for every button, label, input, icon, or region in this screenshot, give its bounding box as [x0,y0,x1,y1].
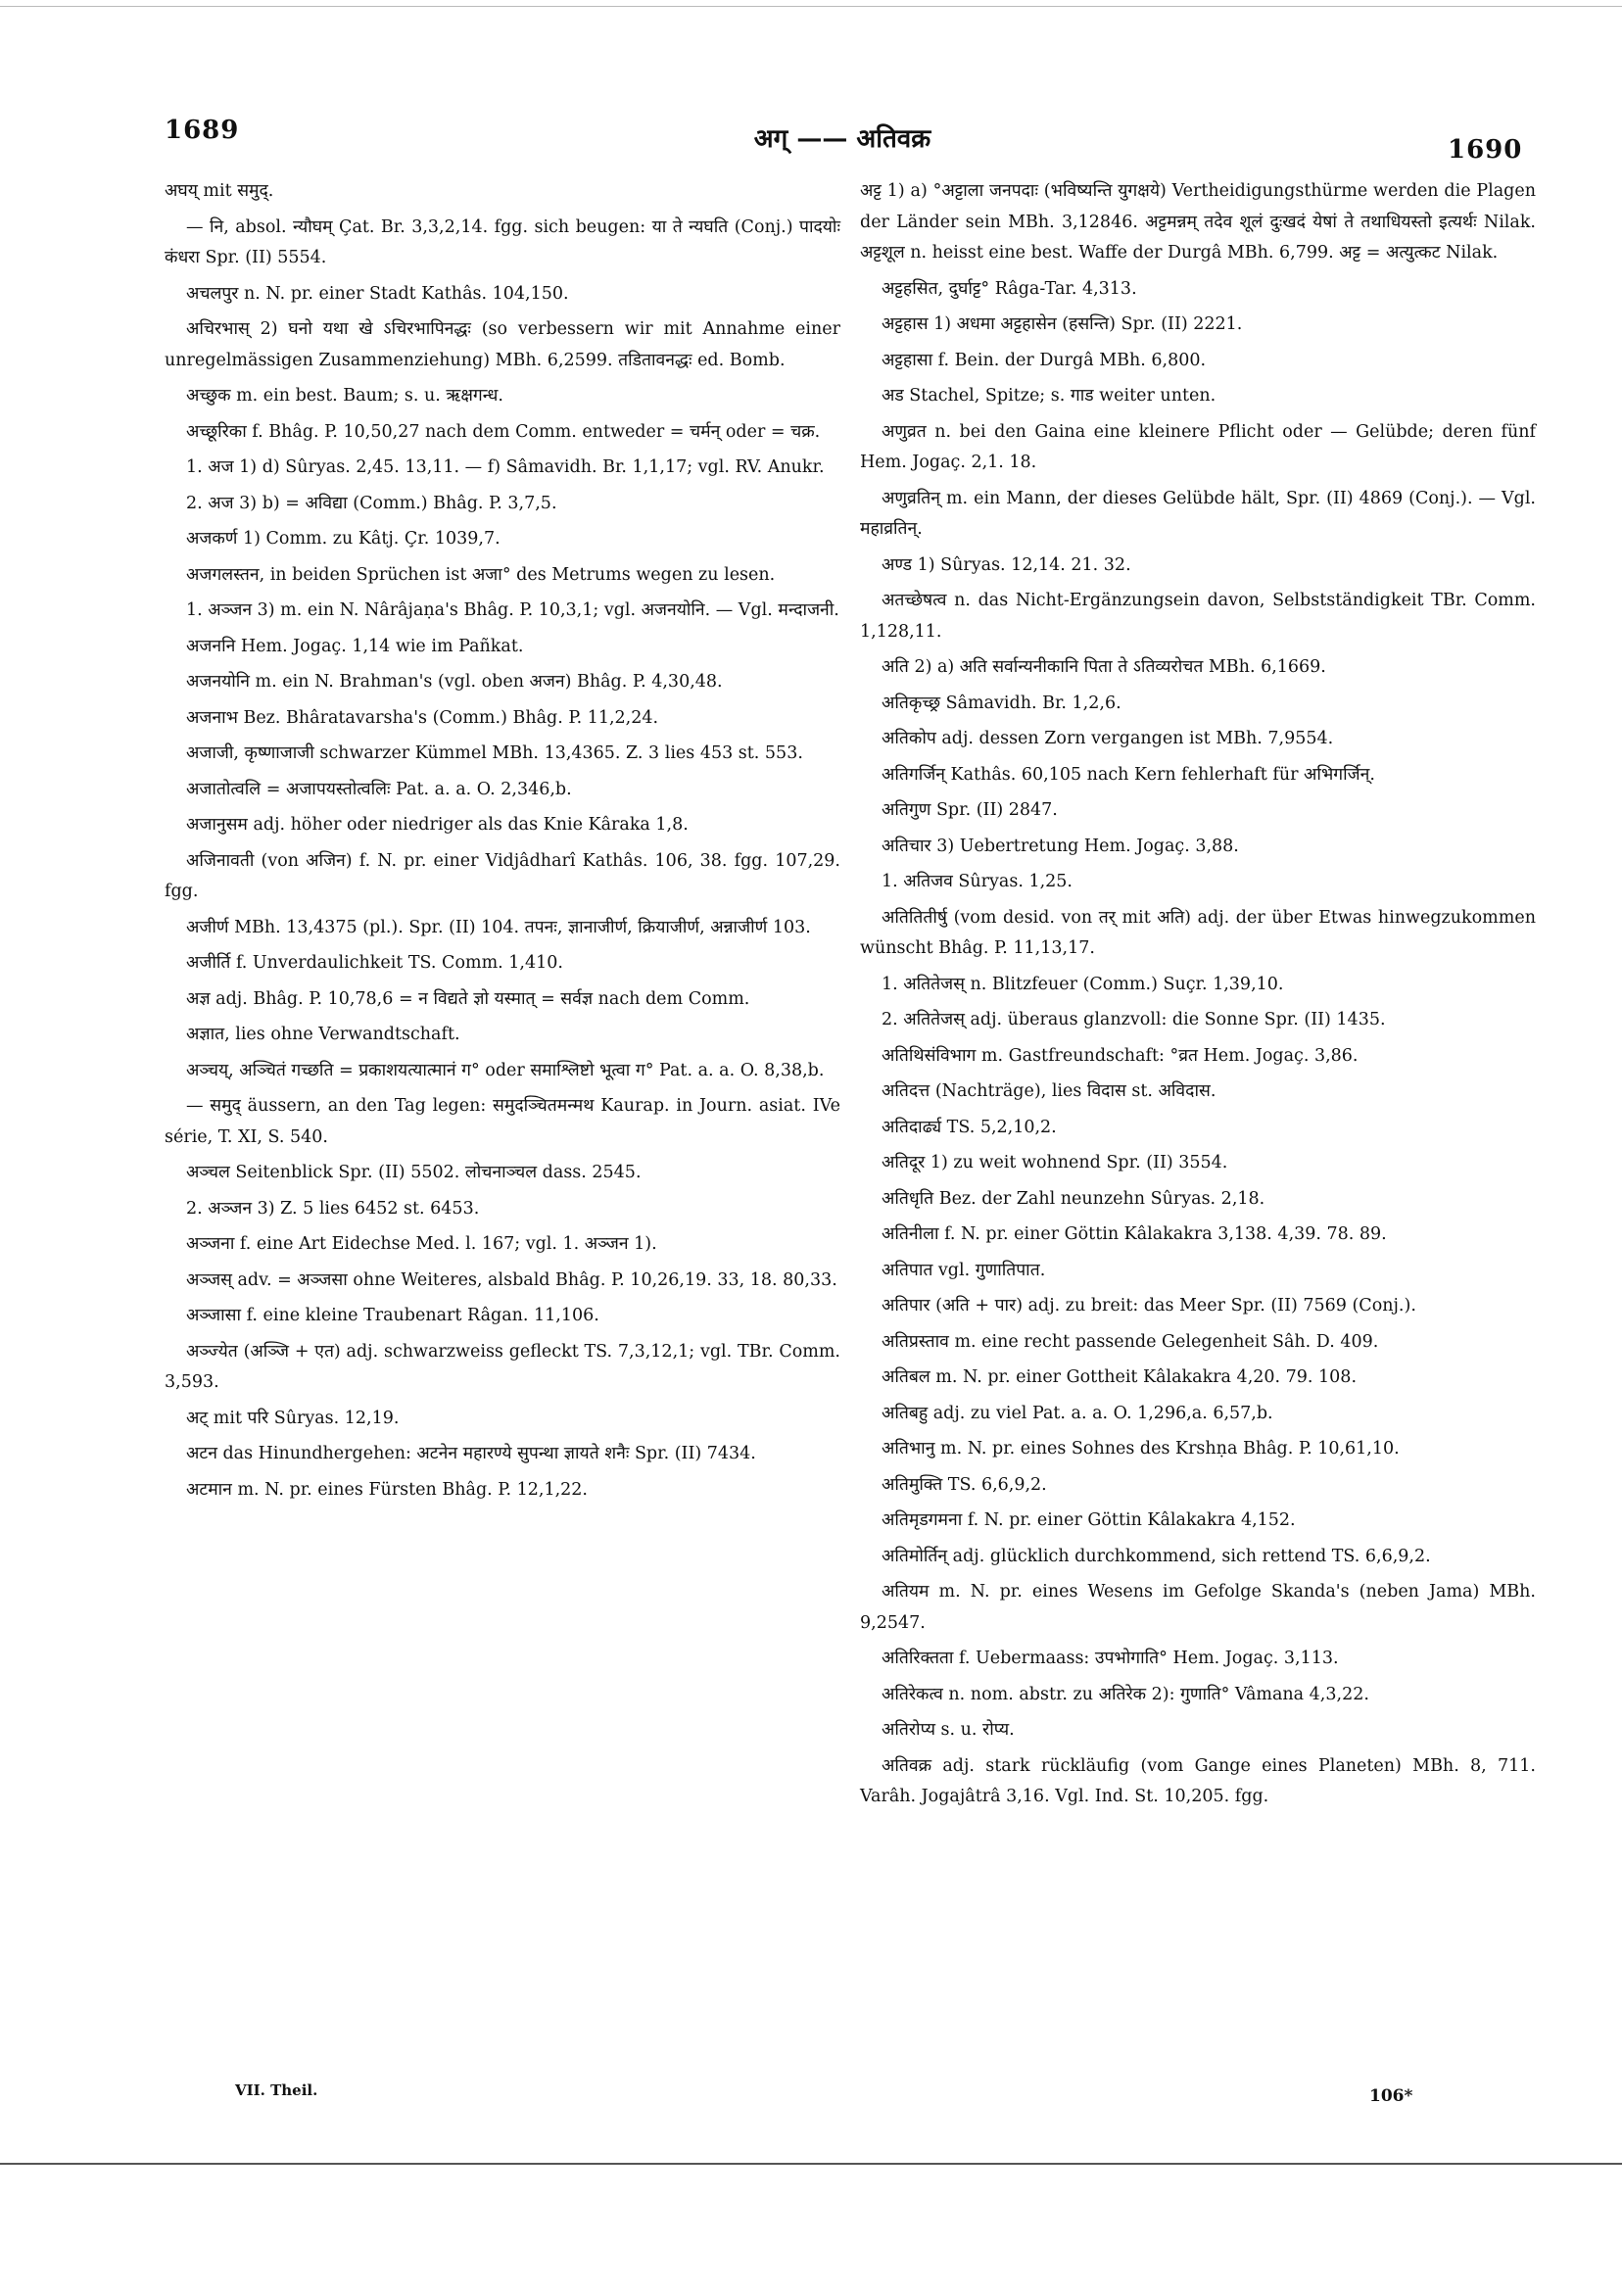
right-column [860,176,1536,1818]
dictionary-entry: अतिभानु m. N. pr. eines Sohnes des Krshṇa Bhâg. P. 10,61,10. [882,1439,1400,1459]
dictionary-entry: अटमान m. N. pr. eines Fürsten Bhâg. P. 12,1,22. [186,1479,588,1500]
dictionary-entry: अजनयोनि m. ein N. Brahman's (vgl. oben अजन) Bhâg. P. 4,30,48. [186,672,723,692]
dictionary-entry: अटन das Hinundhergehen: अटनेन महारण्ये सुपन्था ज्ञायते शनैः Spr. (II) 7434. [186,1444,756,1463]
dictionary-entry: अञ्जना f. eine Art Eidechse Med. l. 167; vgl. 1. अञ्जन 1). [186,1234,657,1254]
dictionary-entry: 2. अज 3) b) = अविद्या (Comm.) Bhâg. P. 3,7,5. [186,493,557,513]
dictionary-entry: अट्ट 1) a) °अट्टाला जनपदाः (भविष्यन्ति युगक्षये) Vertheidigungsthürme werden die Plagen der Länder sein MBh. 3,12846. अट्टमन्नम् तदेव शूलं दुःखदं येषां ते तथाधियस्तो इत्यर्थः Nilak. अट्टशूल n. heisst eine best. Waffe der Durgâ MBh. 6,799. अट्ट = अत्युत्कट Nilak. [860,181,1536,263]
dictionary-entry: अजनाभ Bez. Bhâratavarsha's (Comm.) Bhâg. P. 11,2,24. [186,707,659,728]
dictionary-entry: अजिनावती (von अजिन) f. N. pr. einer Vidjâdharî Kathâs. 106, 38. fgg. 107,29. fgg. [165,850,840,901]
dictionary-entry: अजीर्ति f. Unverdaulichkeit TS. Comm. 1,410. [186,953,563,973]
dictionary-entry: अञ्जासा f. eine kleine Traubenart Râgan. 11,106. [186,1306,599,1325]
dictionary-entry: अतिबल m. N. pr. einer Gottheit Kâlakakra 4,20. 79. 108. [882,1367,1358,1387]
dictionary-entry: अजगलस्तन, in beiden Sprüchen ist अजा° des Metrums wegen zu lesen. [186,564,776,585]
dictionary-entry: अतिदार्ढ्य TS. 5,2,10,2. [882,1117,1057,1137]
dictionary-entry: अण्ड 1) Sûryas. 12,14. 21. 32. [882,554,1131,575]
dictionary-entry: — समुद् äussern, an den Tag legen: समुदञ्चितमन्मथ Kaurap. in Journ. asiat. IVe série, T. XI, S. 540. [165,1096,840,1147]
scan-border-bottom [0,2163,1622,2165]
dictionary-entry: अतिदूर 1) zu weit wohnend Spr. (II) 3554. [882,1153,1228,1172]
dictionary-entry: अट् mit परि Sûryas. 12,19. [186,1408,400,1428]
dictionary-entry: 1. अज 1) d) Sûryas. 2,45. 13,11. — f) Sâmavidh. Br. 1,1,17; vgl. RV. Anukr. [186,457,825,477]
left-column [165,176,840,1510]
dictionary-entry: अट्टहसित, दुर्घाट्ट° Râga-Tar. 4,313. [882,278,1137,299]
dictionary-entry: 1. अञ्जन 3) m. ein N. Nârâjaṇa's Bhâg. P. 10,3,1; vgl. अजनयोनि. — Vgl. मन्दाजनी. [186,600,839,620]
dictionary-entry: अच्छुक m. ein best. Baum; s. u. ऋक्षगन्ध. [186,386,503,406]
dictionary-entry: अतिचार 3) Uebertretung Hem. Jogaç. 3,88. [882,836,1239,856]
dictionary-entry: अजकर्ण 1) Comm. zu Kâtj. Çr. 1039,7. [186,529,501,549]
dictionary-entry: अच्छूरिका f. Bhâg. P. 10,50,27 nach dem Comm. entweder = चर्मन् oder = चक्र. [186,421,821,442]
dictionary-entry: — नि, absol. न्यौघम् Çat. Br. 3,3,2,14. fgg. sich beugen: या ते न्यघति (Conj.) पादयोः कंधरा Spr. (II) 5554. [165,216,840,267]
dictionary-entry: अतिरिक्तता f. Uebermaass: उपभोगाति° Hem. Jogaç. 3,113. [882,1649,1339,1668]
dictionary-entry: अतियम m. N. pr. eines Wesens im Gefolge Skanda's (neben Jama) MBh. 9,2547. [860,1582,1536,1633]
dictionary-entry: अञ्जस् adv. = अञ्जसा ohne Weiteres, alsbald Bhâg. P. 10,26,19. 33, 18. 80,33. [186,1269,837,1290]
dictionary-entry: अतिरेकत्व n. nom. abstr. zu अतिरेक 2): गुणाति° Vâmana 4,3,22. [882,1684,1369,1704]
right-page-number: 1690 [1448,135,1523,165]
dictionary-entry: अञ्चय्, अञ्चितं गच्छति = प्रकाशयत्यात्मानं ग° oder समाश्लिष्टो भूत्वा ग° Pat. a. a. O. 8,38,b. [186,1060,825,1080]
dictionary-entry: अजननि Hem. Jogaç. 1,14 wie im Pañkat. [186,636,524,656]
dictionary-entry: अजातोत्वलि = अजापयस्तोत्वलिः Pat. a. a. O. 2,346,b. [186,779,572,799]
dictionary-entry: अड Stachel, Spitze; s. गाड weiter unten. [882,386,1216,406]
dictionary-entry: अतिकोप adj. dessen Zorn vergangen ist MBh. 7,9554. [882,729,1334,748]
dictionary-entry: अणुव्रतिन् m. ein Mann, der dieses Gelübde hält, Spr. (II) 4869 (Conj.). — Vgl. महाव्रतिन्. [860,488,1536,539]
dictionary-entry: अतिवक्र adj. stark rückläufig (vom Gange eines Planeten) MBh. 8, 711. Varâh. Jogajâtrâ 3,16. Vgl. Ind. St. 10,205. fgg. [860,1755,1536,1806]
dictionary-entry: अणुव्रत n. bei den Gaina eine kleinere Pflicht oder — Gelübde; deren fünf Hem. Jogaç. 2,1. 18. [860,421,1536,472]
dictionary-entry: अज्ञात, lies ohne Verwandtschaft. [186,1025,460,1044]
running-head: अग् —— अतिवक्र [753,124,931,154]
dictionary-entry: अतिदत्त (Nachträge), lies विदास st. अविदास. [882,1081,1216,1101]
dictionary-entry: अट्टहासा f. Bein. der Durgâ MBh. 6,800. [882,350,1207,370]
dictionary-entry: अतिपात vgl. गुणातिपात. [882,1260,1046,1280]
dictionary-entry: अतिमोर्तिन् adj. glücklich durchkommend, sich rettend TS. 6,6,9,2. [882,1546,1431,1566]
dictionary-entry: अतिधृति Bez. der Zahl neunzehn Sûryas. 2,18. [882,1188,1265,1209]
dictionary-entry: अञ्ज्येत (अञ्जि + एत) adj. schwarzweiss gefleckt TS. 7,3,12,1; vgl. TBr. Comm. 3,593. [165,1341,840,1392]
dictionary-entry: अज्ञ adj. Bhâg. P. 10,78,6 = न विद्यते ज्ञो यस्मात् = सर्वज्ञ nach dem Comm. [186,988,750,1009]
dictionary-entry: अतच्छेषत्व n. das Nicht-Ergänzungsein davon, Selbstständigkeit TBr. Comm. 1,128,11. [860,591,1536,642]
dictionary-entry: अतिपार (अति + पार) adj. zu breit: das Meer Spr. (II) 7569 (Conj.). [882,1296,1416,1315]
dictionary-entry: अजाजी, कृष्णाजाजी schwarzer Kümmel MBh. 13,4365. Z. 3 lies 453 st. 553. [186,743,803,763]
dictionary-entry: अतिकृच्छ्र Sâmavidh. Br. 1,2,6. [882,693,1121,713]
dictionary-entry: अट्टहास 1) अधमा अट्टहासेन (हसन्ति) Spr. (II) 2221. [882,314,1243,334]
dictionary-entry: 2. अतितेजस् adj. überaus glanzvoll: die Sonne Spr. (II) 1435. [882,1010,1386,1029]
dictionary-entry: अति 2) a) अति सर्वान्यनीकानि पिता ते ऽतिव्यरोचत MBh. 6,1669. [882,657,1326,677]
dictionary-entry: 1. अतिजव Sûryas. 1,25. [882,872,1073,891]
dictionary-entry: अतिगुण Spr. (II) 2847. [882,800,1058,820]
dictionary-entry: अतिबहु adj. zu viel Pat. a. a. O. 1,296,a. 6,57,b. [882,1403,1273,1423]
dictionary-entry: अतिनीला f. N. pr. einer Göttin Kâlakakra 3,138. 4,39. 78. 89. [882,1224,1387,1244]
dictionary-entry: अतिमुक्ति TS. 6,6,9,2. [882,1474,1047,1495]
dictionary-entry: अतिगर्जिन् Kathâs. 60,105 nach Kern fehlerhaft für अभिगर्जिन्. [882,764,1375,785]
volume-signature: VII. Theil. [235,2081,318,2099]
scan-border-top [0,6,1622,7]
dictionary-entry: अजानुसम adj. höher oder niedriger als das Knie Kâraka 1,8. [186,815,689,835]
dictionary-entry: 2. अञ्जन 3) Z. 5 lies 6452 st. 6453. [186,1198,480,1219]
dictionary-entry: अञ्चल Seitenblick Spr. (II) 5502. लोचनाञ्चल dass. 2545. [186,1163,642,1182]
dictionary-entry: अतिरोप्य s. u. रोप्य. [882,1720,1015,1740]
dictionary-entry: अचलपुर n. N. pr. einer Stadt Kathâs. 104,150. [186,283,569,304]
dictionary-entry: अतिथिसंविभाग m. Gastfreundschaft: °व्रत Hem. Jogaç. 3,86. [882,1045,1359,1066]
dictionary-entry: अतिप्रस्ताव m. eine recht passende Gelegenheit Sâh. D. 409. [882,1331,1379,1352]
sheet-number: 106* [1369,2086,1413,2106]
dictionary-entry: अतिमृडगमना f. N. pr. einer Göttin Kâlakakra 4,152. [882,1510,1296,1530]
dictionary-entry: अजीर्ण MBh. 13,4375 (pl.). Spr. (II) 104. तपनः, ज्ञानाजीर्ण, क्रियाजीर्ण, अन्नाजीर्ण 103. [186,917,811,937]
left-page-number: 1689 [165,116,240,145]
dictionary-entry: 1. अतितेजस् n. Blitzfeuer (Comm.) Suçr. 1,39,10. [882,974,1284,994]
dictionary-entry: अघय् mit समुद्. [165,181,274,201]
dictionary-entry: अचिरभास् 2) घनो यथा खे ऽचिरभापिनद्धः (so verbessern wir mit Annahme einer unregelmässigen Zusammenziehung) MBh. 6,2599. तडितावनद्धः ed. Bomb. [165,319,840,370]
dictionary-entry: अतितितीर्षु (vom desid. von तर् mit अति) adj. der über Etwas hinwegzukommen wünscht Bhâg. P. 11,13,17. [860,907,1536,958]
